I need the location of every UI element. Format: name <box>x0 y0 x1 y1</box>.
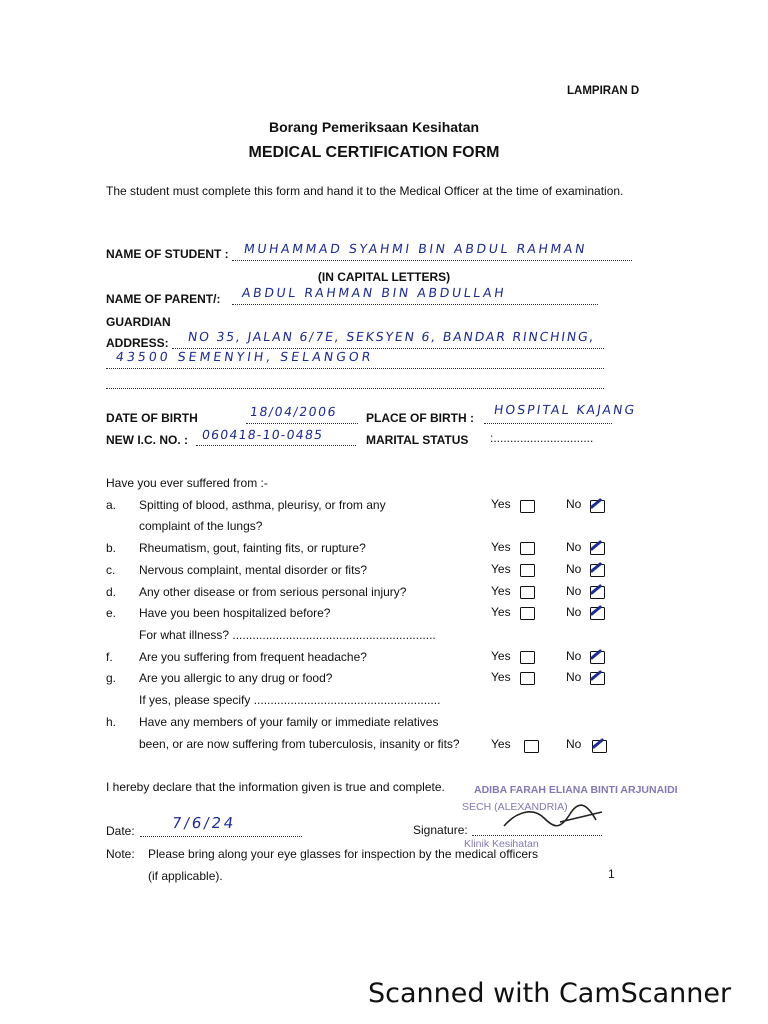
dob-dotline <box>246 423 358 424</box>
question-g-letter: g. <box>106 671 117 685</box>
question-d-text: Any other disease or from serious personal injury? <box>139 585 407 599</box>
dob-label: DATE OF BIRTH <box>106 411 198 425</box>
question-g-text-cont: If yes, please specify ........................................................ <box>139 693 441 707</box>
address-dotline-2 <box>106 368 604 369</box>
address-line-1: NO 35, JALAN 6/7E, SEKSYEN 6, BANDAR RINCHING, <box>186 329 597 344</box>
date-value: 7/6/24 <box>170 814 238 832</box>
question-a-text: Spitting of blood, asthma, pleurisy, or from any <box>139 498 386 512</box>
no-label-e: No <box>566 605 582 619</box>
address-label: ADDRESS: <box>106 336 169 350</box>
yes-checkbox-a[interactable] <box>520 500 535 513</box>
question-f-text: Are you suffering from frequent headache? <box>139 650 367 664</box>
question-b-text: Rheumatism, gout, fainting fits, or rupture? <box>139 541 366 555</box>
question-a-text-cont: complaint of the lungs? <box>139 519 263 533</box>
no-label-h: No <box>566 737 582 751</box>
yes-label-a: Yes <box>491 497 511 511</box>
declaration-text: I hereby declare that the information given is true and complete. <box>106 780 445 794</box>
question-g-text: Are you allergic to any drug or food? <box>139 671 333 685</box>
yes-checkbox-f[interactable] <box>520 651 535 664</box>
scanner-footer <box>0 960 768 1024</box>
dob-value: 18/04/2006 <box>248 404 339 419</box>
student-name-label: NAME OF STUDENT : <box>106 247 229 261</box>
student-name-value: MUHAMMAD SYAHMI BIN ABDUL RAHMAN <box>242 241 589 256</box>
camscanner-watermark: Scanned with CamScanner <box>368 978 732 1009</box>
student-name-dotline <box>232 260 632 261</box>
question-d-letter: d. <box>106 585 117 599</box>
address-dotline-3 <box>106 388 604 389</box>
capital-letters-note: (IN CAPITAL LETTERS) <box>317 270 451 284</box>
yes-label-b: Yes <box>491 540 511 554</box>
signature-scribble <box>500 800 610 836</box>
stamp-line-2: SECH (ALEXANDRIA) <box>462 801 568 813</box>
yes-checkbox-h[interactable] <box>524 740 539 753</box>
question-a-letter: a. <box>106 498 117 512</box>
form-title-malay: Borang Pemeriksaan Kesihatan <box>268 119 480 135</box>
marital-status-dotline: :.............................. <box>490 431 594 445</box>
yes-label-h: Yes <box>491 737 511 751</box>
pob-value: HOSPITAL KAJANG <box>492 402 638 417</box>
yes-checkbox-e[interactable] <box>520 607 535 620</box>
no-label-c: No <box>566 562 582 576</box>
ic-label: NEW I.C. NO. : <box>106 433 188 447</box>
no-label-b: No <box>566 540 582 554</box>
pob-label: PLACE OF BIRTH : <box>366 411 474 425</box>
appendix-label: LAMPIRAN D <box>567 85 640 97</box>
date-label: Date: <box>106 824 135 838</box>
yes-label-f: Yes <box>491 649 511 663</box>
yes-label-g: Yes <box>491 670 511 684</box>
no-label-g: No <box>566 670 582 684</box>
form-instructions: The student must complete this form and hand it to the Medical Officer at the time of examination. <box>106 184 624 198</box>
pob-dotline <box>484 423 612 424</box>
question-h-text-cont: been, or are now suffering from tuberculosis, insanity or fits? <box>139 737 460 751</box>
question-f-letter: f. <box>106 650 113 664</box>
question-b-letter: b. <box>106 541 117 555</box>
page-number: 1 <box>608 867 615 881</box>
parent-name-value: ABDUL RAHMAN BIN ABDULLAH <box>240 285 508 300</box>
parent-name-dotline <box>232 304 598 305</box>
question-h-letter: h. <box>106 715 117 729</box>
form-title-english: MEDICAL CERTIFICATION FORM <box>248 144 500 161</box>
questions-intro: Have you ever suffered from :- <box>106 476 268 490</box>
note-line-2: (if applicable). <box>148 869 223 883</box>
note-line-1: Please bring along your eye glasses for inspection by the medical officers <box>148 847 538 861</box>
yes-label-d: Yes <box>491 584 511 598</box>
yes-label-c: Yes <box>491 562 511 576</box>
ic-dotline <box>196 445 356 446</box>
stamp-line-1: ADIBA FARAH ELIANA BINTI ARJUNAIDI <box>474 784 678 796</box>
no-label-a: No <box>566 497 582 511</box>
no-label-d: No <box>566 584 582 598</box>
yes-label-e: Yes <box>491 605 511 619</box>
question-c-letter: c. <box>106 563 116 577</box>
question-e-letter: e. <box>106 606 117 620</box>
guardian-label: GUARDIAN <box>106 315 171 329</box>
stamp-line-3: Klinik Kesihatan <box>464 838 539 850</box>
ic-value: 060418-10-0485 <box>200 427 325 442</box>
yes-checkbox-d[interactable] <box>520 586 535 599</box>
yes-checkbox-b[interactable] <box>520 542 535 555</box>
date-dotline <box>140 836 302 837</box>
question-h-text: Have any members of your family or immediate relatives <box>139 715 439 729</box>
parent-name-label: NAME OF PARENT/: <box>106 292 221 306</box>
question-e-text: Have you been hospitalized before? <box>139 606 331 620</box>
yes-checkbox-g[interactable] <box>520 672 535 685</box>
no-label-f: No <box>566 649 582 663</box>
marital-status-label: MARITAL STATUS <box>366 433 469 447</box>
address-line-2: 43500 SEMENYIH, SELANGOR <box>114 349 375 364</box>
signature-label: Signature: <box>413 823 468 837</box>
question-e-text-cont: For what illness? ............................................................. <box>139 628 436 642</box>
note-label: Note: <box>106 847 135 861</box>
yes-checkbox-c[interactable] <box>520 564 535 577</box>
question-c-text: Nervous complaint, mental disorder or fits? <box>139 563 368 577</box>
